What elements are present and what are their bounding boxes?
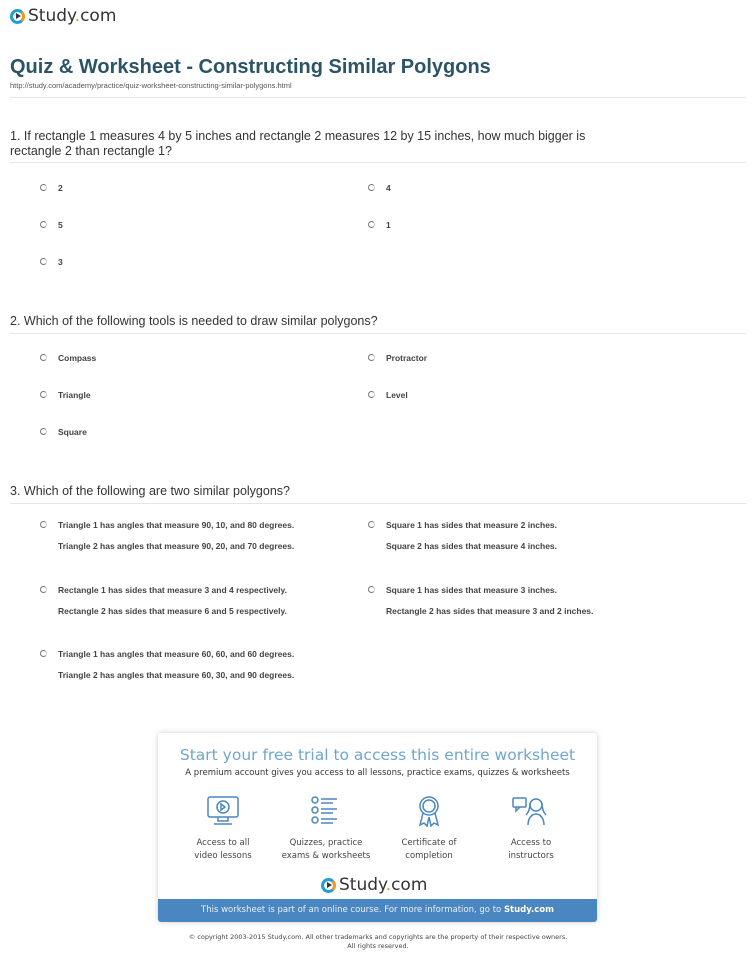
- promo-band: This worksheet is part of an online course. For more information, go to Study.com: [158, 899, 597, 922]
- feature-video-lessons: Access to all video lessons: [168, 795, 278, 863]
- copyright: © copyright 2003-2015 Study.com. All other trademarks and copyrights are the property of their respective owners. All rights reserved.: [188, 933, 568, 950]
- page-title: Quiz & Worksheet - Constructing Similar Polygons: [10, 56, 491, 78]
- option-label: Triangle 2 has angles that measure 60, 30, and 90 degrees.: [58, 670, 295, 680]
- radio-button[interactable]: [368, 521, 375, 528]
- feature-certificate: Certificate of completion: [374, 795, 484, 863]
- radio-button[interactable]: [368, 354, 375, 361]
- option-label: Rectangle 2 has sides that measure 3 and 2 inches.: [386, 606, 594, 616]
- option-label: Square 1 has sides that measure 2 inches.: [386, 520, 558, 530]
- option-label: Triangle 1 has angles that measure 60, 60, and 60 degrees.: [58, 649, 295, 659]
- option-label: Triangle 2 has angles that measure 90, 20, and 70 degrees.: [58, 541, 295, 551]
- checklist-icon: [309, 795, 343, 827]
- option-label: Rectangle 1 has sides that measure 3 and 4 respectively.: [58, 585, 287, 595]
- feature-quizzes: Quizzes, practice exams & worksheets: [271, 795, 381, 863]
- option-label: Level: [386, 390, 408, 400]
- option-label: Triangle: [58, 390, 91, 400]
- radio-button[interactable]: [368, 586, 375, 593]
- promo-title: Start your free trial to access this entire worksheet: [179, 746, 576, 764]
- question-1: 1. If rectangle 1 measures 4 by 5 inches and rectangle 2 measures 12 by 15 inches, how much bigger is rectangle 2 than rectangle 1?: [10, 129, 586, 158]
- option-label: 4: [386, 183, 391, 193]
- radio-button[interactable]: [40, 221, 47, 228]
- option-label: Square 2 has sides that measure 4 inches.: [386, 541, 558, 551]
- radio-button[interactable]: [40, 586, 47, 593]
- radio-button[interactable]: [40, 428, 47, 435]
- option-label: Compass: [58, 353, 97, 363]
- radio-button[interactable]: [40, 391, 47, 398]
- radio-button[interactable]: [368, 391, 375, 398]
- video-monitor-icon: [206, 795, 240, 827]
- option-label: Triangle 1 has angles that measure 90, 10, and 80 degrees.: [58, 520, 295, 530]
- feature-instructors: Access to instructors: [476, 795, 586, 863]
- page-url: http://study.com/academy/practice/quiz-worksheet-constructing-similar-polygons.html: [10, 81, 292, 90]
- radio-button[interactable]: [40, 258, 47, 265]
- question-2: 2. Which of the following tools is needed to draw similar polygons?: [10, 314, 378, 328]
- option-label: Protractor: [386, 353, 428, 363]
- play-logo-icon: [321, 878, 336, 893]
- question-3: 3. Which of the following are two similar polygons?: [10, 484, 290, 498]
- certificate-ribbon-icon: [412, 795, 446, 827]
- radio-button[interactable]: [40, 650, 47, 657]
- option-label: 5: [58, 220, 63, 230]
- radio-button[interactable]: [40, 521, 47, 528]
- radio-button[interactable]: [40, 354, 47, 361]
- play-logo-icon: [10, 9, 25, 24]
- radio-button[interactable]: [368, 184, 375, 191]
- option-label: Square 1 has sides that measure 3 inches.: [386, 585, 558, 595]
- option-label: Rectangle 2 has sides that measure 6 and 5 respectively.: [58, 606, 287, 616]
- study-link[interactable]: Study.com: [503, 905, 554, 915]
- radio-button[interactable]: [40, 184, 47, 191]
- promo-study-logo: Study.com: [321, 875, 427, 895]
- promo-box: [158, 733, 597, 922]
- study-logo: Study.com: [10, 6, 116, 26]
- option-label: 3: [58, 257, 63, 267]
- option-label: 1: [386, 220, 391, 230]
- promo-subtitle: A premium account gives you access to all lessons, practice exams, quizzes & worksheets: [185, 768, 570, 778]
- instructor-chat-icon: [511, 795, 551, 827]
- option-label: 2: [58, 183, 63, 193]
- radio-button[interactable]: [368, 221, 375, 228]
- option-label: Square: [58, 427, 87, 437]
